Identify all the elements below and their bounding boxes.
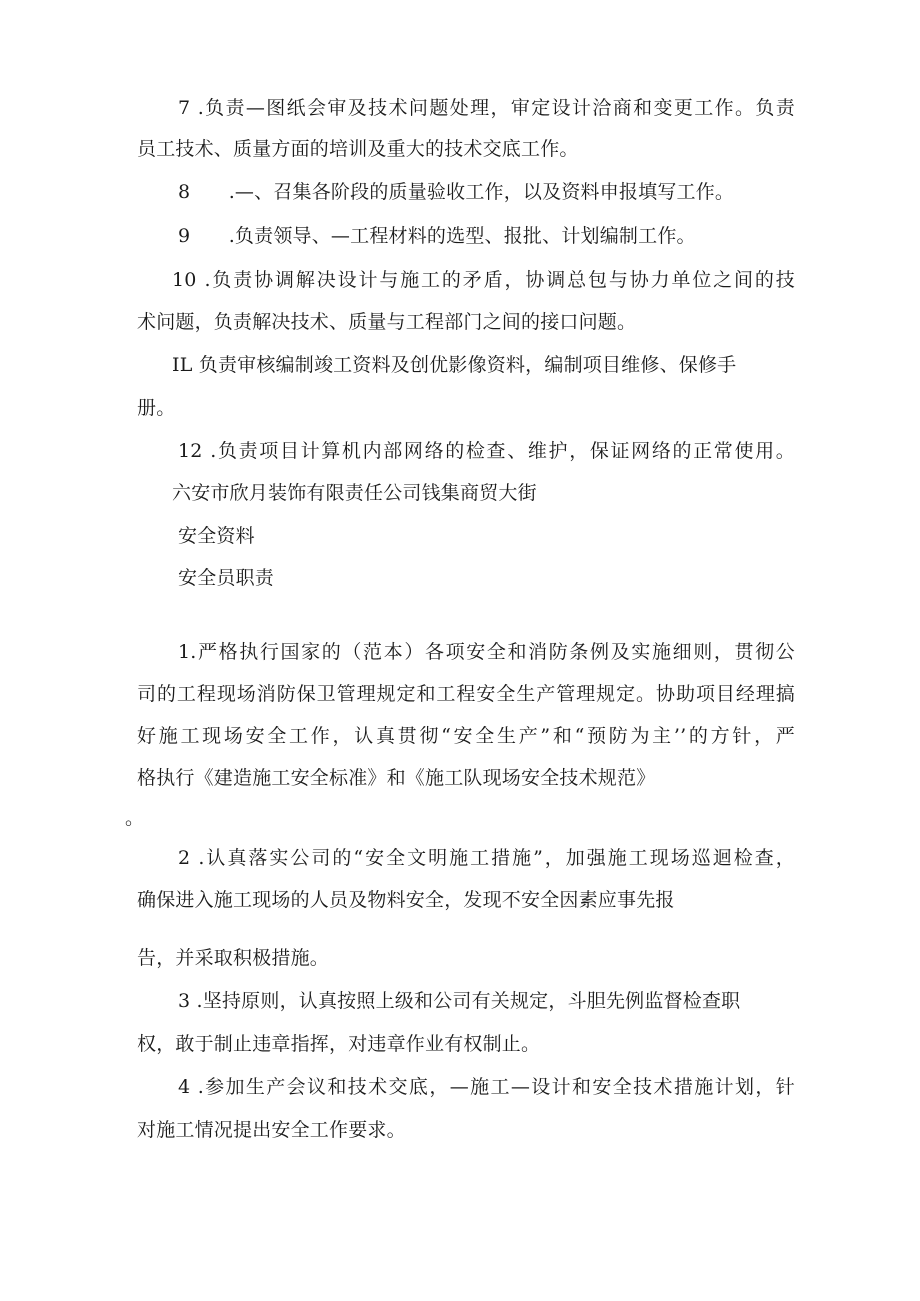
item-7-line-1: 7 .负责—图纸会审及技术问题处理，审定设计洽商和变更工作。负责 bbox=[178, 97, 795, 119]
item-12-line-1: 12 .负责项目计算机内部网络的检查、维护，保证网络的正常使用。 bbox=[178, 440, 795, 462]
company-name: 六安市欣月装饰有限责任公司钱集商贸大街 bbox=[172, 482, 537, 504]
page-heading: 安全员职责 bbox=[178, 567, 275, 589]
item-11-line-2: 册。 bbox=[137, 397, 176, 419]
safety-item-3-line-2: 权，敢于制止违章指挥，对违章作业有权制止。 bbox=[137, 1033, 541, 1055]
safety-item-4-line-2: 对施工情况提出安全工作要求。 bbox=[137, 1119, 406, 1141]
safety-item-1-line-5: 。 bbox=[125, 807, 145, 829]
item-10-line-1: 10 .负责协调解决设计与施工的矛盾，协调总包与协力单位之间的技 bbox=[172, 269, 795, 291]
item-8-line-1: 8 .—、召集各阶段的质量验收工作，以及资料申报填写工作。 bbox=[178, 181, 735, 203]
safety-item-4-line-1: 4 .参加生产会议和技术交底，—施工—设计和安全技术措施计划，针 bbox=[178, 1076, 795, 1098]
safety-item-2-line-1: 2 .认真落实公司的“安全文明施工措施”，加强施工现场巡迴检查， bbox=[178, 847, 795, 869]
safety-item-1-line-3: 好施工现场安全工作，认真贯彻“安全生产”和“预防为主’’的方针，严 bbox=[137, 725, 795, 747]
item-10-line-2: 术问题，负责解决技术、质量与工程部门之间的接口问题。 bbox=[137, 311, 637, 333]
section-title: 安全资料 bbox=[178, 525, 255, 547]
safety-item-3-line-1: 3 .坚持原则，认真按照上级和公司有关规定，斗胆先例监督检查职 bbox=[178, 990, 741, 1012]
safety-item-2-line-3: 告，并采取积极措施。 bbox=[137, 947, 330, 969]
item-7-line-2: 员工技术、质量方面的培训及重大的技术交底工作。 bbox=[137, 138, 579, 160]
item-9-line-1: 9 .负责领导、—工程材料的选型、报批、计划编制工作。 bbox=[178, 225, 696, 247]
item-11-line-1: IL 负责审核编制竣工资料及创优影像资料，编制项目维修、保修手 bbox=[172, 354, 737, 376]
safety-item-2-line-2: 确保进入施工现场的人员及物料安全，发现不安全因素应事先报 bbox=[137, 889, 675, 911]
safety-item-1-line-2: 司的工程现场消防保卫管理规定和工程安全生产管理规定。协助项目经理搞 bbox=[137, 683, 795, 705]
safety-item-1-line-4: 格执行《建造施工安全标准》和《施工队现场安全技术规范》 bbox=[137, 767, 656, 789]
safety-item-1-line-1: 1.严格执行国家的（范本）各项安全和消防条例及实施细则，贯彻公 bbox=[178, 641, 795, 663]
